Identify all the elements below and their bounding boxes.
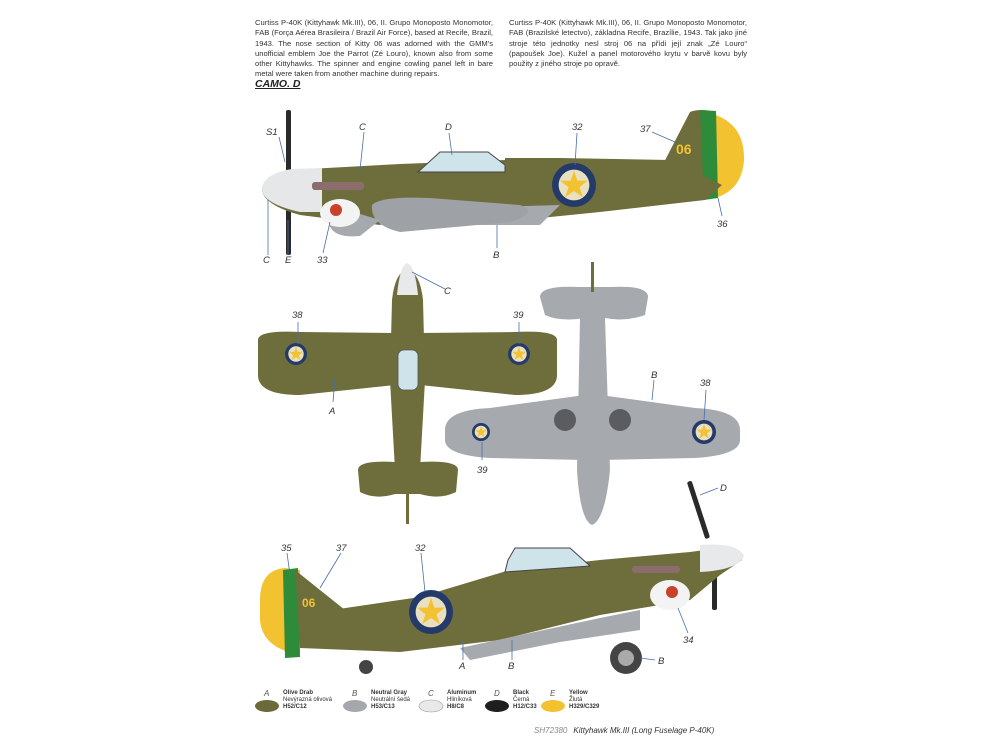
- color-swatch: [484, 699, 510, 713]
- side-view-left: [262, 110, 744, 255]
- color-swatch: [254, 699, 280, 713]
- legend-item-b: [338, 690, 412, 720]
- legend-letter: A: [264, 689, 270, 698]
- callout: 32: [572, 122, 583, 133]
- color-swatch: [342, 699, 368, 713]
- callout: B: [658, 656, 665, 667]
- callout: 34: [683, 635, 694, 646]
- color-legend: [250, 690, 750, 720]
- product-code: SH72380: [534, 726, 568, 735]
- callout: 37: [640, 124, 651, 135]
- legend-name-en: Neutral Gray: [371, 690, 408, 696]
- callout: 32: [415, 543, 426, 554]
- callout: E: [285, 255, 292, 266]
- legend-item-c: [414, 690, 488, 720]
- legend-codes: H53/C13: [371, 704, 395, 711]
- legend-codes: H8/C8: [447, 704, 465, 711]
- legend-codes: H12/C33: [513, 704, 537, 711]
- callout: 38: [700, 378, 711, 389]
- footer: [534, 726, 714, 735]
- side-left-code: 06: [676, 141, 692, 157]
- legend-name-en: Black: [513, 690, 530, 696]
- callout: C: [263, 255, 270, 266]
- legend-letter: D: [494, 689, 500, 698]
- callout: 35: [281, 543, 292, 554]
- color-swatch: [418, 699, 444, 713]
- color-swatch: [540, 699, 566, 713]
- callout: B: [508, 661, 515, 672]
- description-czech: Curtiss P-40K (Kittyhawk Mk.III), 06, II. Grupo Monoposto Monomotor, FAB (Brazilské letectvo), základna Recife, Brazílie, 1943. Tak jako jiné stroje této jednotky nesl stroj 06 na přídi její znak „Zé Louro“ (papoušek Joe). Kužel a panel motorového krytu v barvě kovu byly použity z jiného stroje po opravě.: [509, 18, 747, 69]
- callout: S1: [266, 127, 278, 138]
- top-view: [258, 263, 557, 524]
- callout: 38: [292, 310, 303, 321]
- callout: B: [493, 250, 500, 261]
- legend-name-cz: Nevýrazná olivová: [283, 697, 333, 704]
- callout: D: [720, 483, 727, 494]
- legend-item-a: [250, 689, 333, 720]
- callout: C: [444, 286, 451, 297]
- legend-name-cz: Neutrální šedá: [371, 697, 411, 704]
- legend-codes: H52/C12: [283, 704, 307, 711]
- side-right-code: 06: [302, 596, 316, 610]
- callout: B: [651, 370, 658, 381]
- callout: 39: [477, 465, 488, 476]
- legend-letter: B: [352, 689, 358, 698]
- callout: 39: [513, 310, 524, 321]
- legend-name-en: Yellow: [569, 690, 588, 696]
- product-title: Kittyhawk Mk.III (Long Fuselage P-40K): [573, 726, 715, 735]
- camo-title: CAMO. D: [255, 78, 301, 90]
- callout: C: [359, 122, 366, 133]
- legend-name-cz: Žlutá: [569, 697, 583, 704]
- callout: A: [459, 661, 466, 672]
- callout: 37: [336, 543, 347, 554]
- legend-name-cz: Černá: [513, 697, 530, 704]
- description-english: Curtiss P-40K (Kittyhawk Mk.III), 06, II. Grupo Monoposto Monomotor, FAB (Força Aérea Brasileira / Brazil Air Force), based at Recife, Brazil, 1943. The nose section of Kitty 06 was adorned with the GMM's unofficial emblem Joe the Parrot (Zé Louro), known also from some other Kittyhawks. The spinner and engine cowling panel left in bare metal were taken from another machine during repairs.: [255, 18, 493, 79]
- legend-name-cz: Hliníková: [447, 697, 472, 704]
- legend-letter: C: [428, 689, 434, 698]
- legend-letter: E: [550, 689, 556, 698]
- legend-name-en: Aluminum: [447, 690, 477, 696]
- bottom-view: [445, 262, 740, 525]
- callout: 36: [717, 219, 728, 230]
- side-view-right: [260, 481, 744, 674]
- legend-codes: H329/C329: [569, 704, 600, 711]
- callout: 33: [317, 255, 328, 266]
- callout: D: [445, 122, 452, 133]
- callout: A: [329, 406, 336, 417]
- legend-item-e: [536, 690, 610, 720]
- legend-name-en: Olive Drab: [283, 690, 314, 696]
